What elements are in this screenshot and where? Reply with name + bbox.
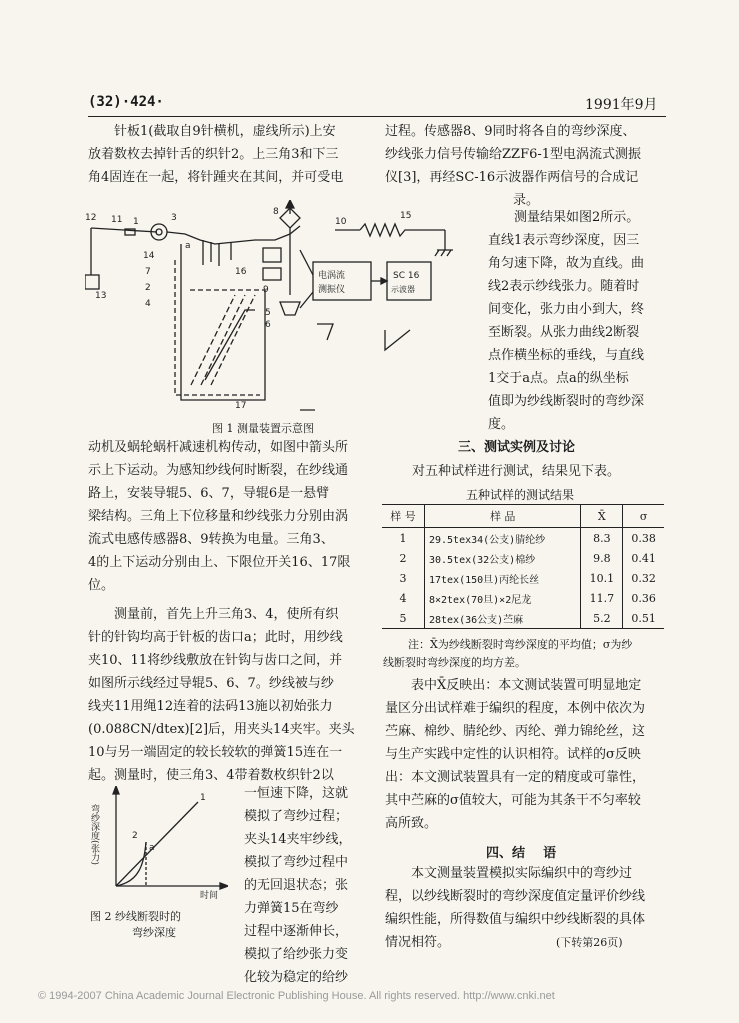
figure-2-caption-line1: 图 2 纱线断裂时的: [90, 910, 181, 923]
svg-text:11: 11: [111, 215, 123, 225]
svg-text:8: 8: [273, 207, 279, 217]
page-reference: (32)·424·: [88, 94, 164, 110]
table-note-line1: 注：X̄为纱线断裂时弯纱深度的平均值；σ为纱: [408, 638, 633, 651]
svg-text:16: 16: [235, 267, 247, 277]
svg-text:4: 4: [145, 299, 151, 309]
svg-text:9: 9: [263, 285, 269, 295]
svg-text:1: 1: [133, 217, 139, 227]
svg-text:13: 13: [95, 291, 107, 301]
section-4-title: 四、结 语: [486, 846, 557, 861]
svg-text:弯纱深度(张力): 弯纱深度(张力): [89, 804, 99, 866]
continued-note: (下转第26页): [556, 936, 623, 949]
svg-text:a: a: [185, 241, 191, 251]
result-paragraph: 测量结果如图2所示。 直线1表示弯纱深度，因三 角匀速下降，故为直线。曲 线2表示纱线张力。随着时 间变化，张力由小到大，终 至断裂。从张力曲线2断裂 点作横坐标的垂线，与直线 1交于a点。点a的纵坐标 值即为纱线断裂时的弯纱深 度。: [488, 210, 645, 432]
svg-text:时间: 时间: [200, 891, 219, 901]
table-row: 4 8×2tex(70旦)×2尼龙 11.7 0.36: [382, 588, 664, 608]
svg-text:2: 2: [145, 283, 151, 293]
svg-text:1: 1: [200, 793, 206, 803]
svg-text:3: 3: [171, 213, 177, 223]
header-sample: 样 品: [424, 505, 580, 528]
table-row: 3 17tex(150旦)丙纶长丝 10.1 0.32: [382, 568, 664, 588]
header-mean: X̄: [581, 505, 623, 528]
table-title: 五种试样的测试结果: [466, 488, 575, 502]
header-rule: [88, 116, 666, 117]
svg-text:15: 15: [400, 211, 412, 221]
figure-2-caption-line2: 弯纱深度: [132, 926, 176, 939]
svg-text:测振仪: 测振仪: [318, 285, 346, 295]
oscilloscope-box: [387, 262, 431, 300]
svg-text:电涡流: 电涡流: [318, 271, 346, 281]
svg-text:5: 5: [265, 308, 271, 318]
left-top-paragraph: 针板1(截取自9针横机，虚线所示)上安 放着数枚去掉针舌的织针2。上三角3和下三 角4固连在一起，将针踵夹在其间，并可受电: [88, 124, 344, 185]
svg-text:示波器: 示波器: [391, 285, 415, 294]
copyright-footer: © 1994-2007 China Academic Journal Electronic Publishing House. All rights reserved. http://www.cnki.net: [38, 990, 555, 1002]
issue-date: 1991年9月: [585, 97, 658, 113]
header-sample-no: 样 号: [382, 505, 424, 528]
table-row: 5 28tex(36公支)苎麻 5.2 0.51: [382, 608, 664, 629]
conclusion-paragraph: 本文测量装置模拟实际编织中的弯纱过 程，以纱线断裂时的弯纱深度值定量评价纱线 编织性能，所得数值与编织中纱线断裂的具体 情况相符。: [385, 866, 646, 950]
svg-text:2: 2: [132, 831, 138, 841]
svg-text:10: 10: [335, 217, 347, 227]
table-row: 1 29.5tex34(公支)腈纶纱 8.3 0.38: [382, 528, 664, 549]
svg-text:6: 6: [265, 320, 271, 330]
section-3-intro: 对五种试样进行测试，结果见下表。: [412, 464, 621, 479]
figure-1-measurement-apparatus: [85, 200, 465, 415]
table-row: 2 30.5tex(32公支)棉纱 9.8 0.41: [382, 548, 664, 568]
right-top-paragraph: 过程。传感器8、9同时将各自的弯纱深度、 纱线张力信号传输给ZZF6-1型电涡流式测振 仪[3]，再经SC-16示波器作两信号的合成记 录。: [385, 124, 642, 208]
svg-text:SC 16: SC 16: [393, 271, 420, 281]
figure-2-chart: [88, 786, 228, 904]
table-header-row: [382, 505, 664, 528]
line-1-bending-depth: [116, 802, 198, 886]
svg-text:17: 17: [235, 401, 247, 411]
discussion-paragraph: 表中X̄反映出：本文测试装置可明显地定 量区分出试样难于编织的程度，本例中依次为 苎麻、棉纱、腈纶纱、丙纶、弹力锦纶丝，这 与生产实践中定性的认识相符。试样的σ反映 出：本文测试装置具有一定的精度或可靠性， 其中苎麻的σ值较大，可能为其条干不匀率较 高所致。: [385, 678, 646, 831]
svg-text:12: 12: [85, 213, 97, 223]
table-note-line2: 线断裂时弯纱深度的均方差。: [383, 656, 526, 669]
section-3-title: 三、测试实例及讨论: [458, 440, 576, 455]
svg-text:7: 7: [145, 267, 151, 277]
curve-2-yarn-tension: [116, 842, 146, 886]
figure-1-caption: 图 1 测量装置示意图: [212, 422, 314, 435]
svg-text:a: a: [149, 843, 155, 853]
results-table: [382, 504, 664, 629]
weight-13: [85, 275, 99, 289]
left-mid-paragraph: 动机及蜗轮蜗杆减速机构传动，如图中箭头所 示上下运动。为感知纱线何时断裂，在纱线通 路上，安装导辊5、6、7，导辊6是一悬臂 梁结构。三角上下位移量和纱线张力分别由涡 流式电感传感器8、9转换为电量。三角3、 4的上下运动分别由上、下限位开关16、17限 位。 测量前，首先上升三角3、4，使所有织 针的针钩均高于针板的齿口a；此时，用纱线 夹10、11将纱线敷放在针钩与齿口之间，并 如图所示线经过导辊5、6、7。纱线被与纱 线夹11用绳12连着的法码13施以初始张力 (0.088CN/dtex)[2]后，用夹头14夹牢。夹头 10与另一端固定的较长较软的弹簧15连在一 起。测量时，使三角3、4带着数枚织针2以: [88, 440, 355, 783]
left-bottom-paragraph: 一恒速下降，这就 模拟了弯纱过程； 夹头14夹牢纱线， 模拟了弯纱过程中 的无回退状态；张 力弹簧15在弯纱 过程中逐渐伸长， 模拟了给纱张力变 化较为稳定的给纱: [244, 786, 352, 985]
header-sigma: σ: [623, 505, 664, 528]
svg-text:14: 14: [143, 251, 155, 261]
